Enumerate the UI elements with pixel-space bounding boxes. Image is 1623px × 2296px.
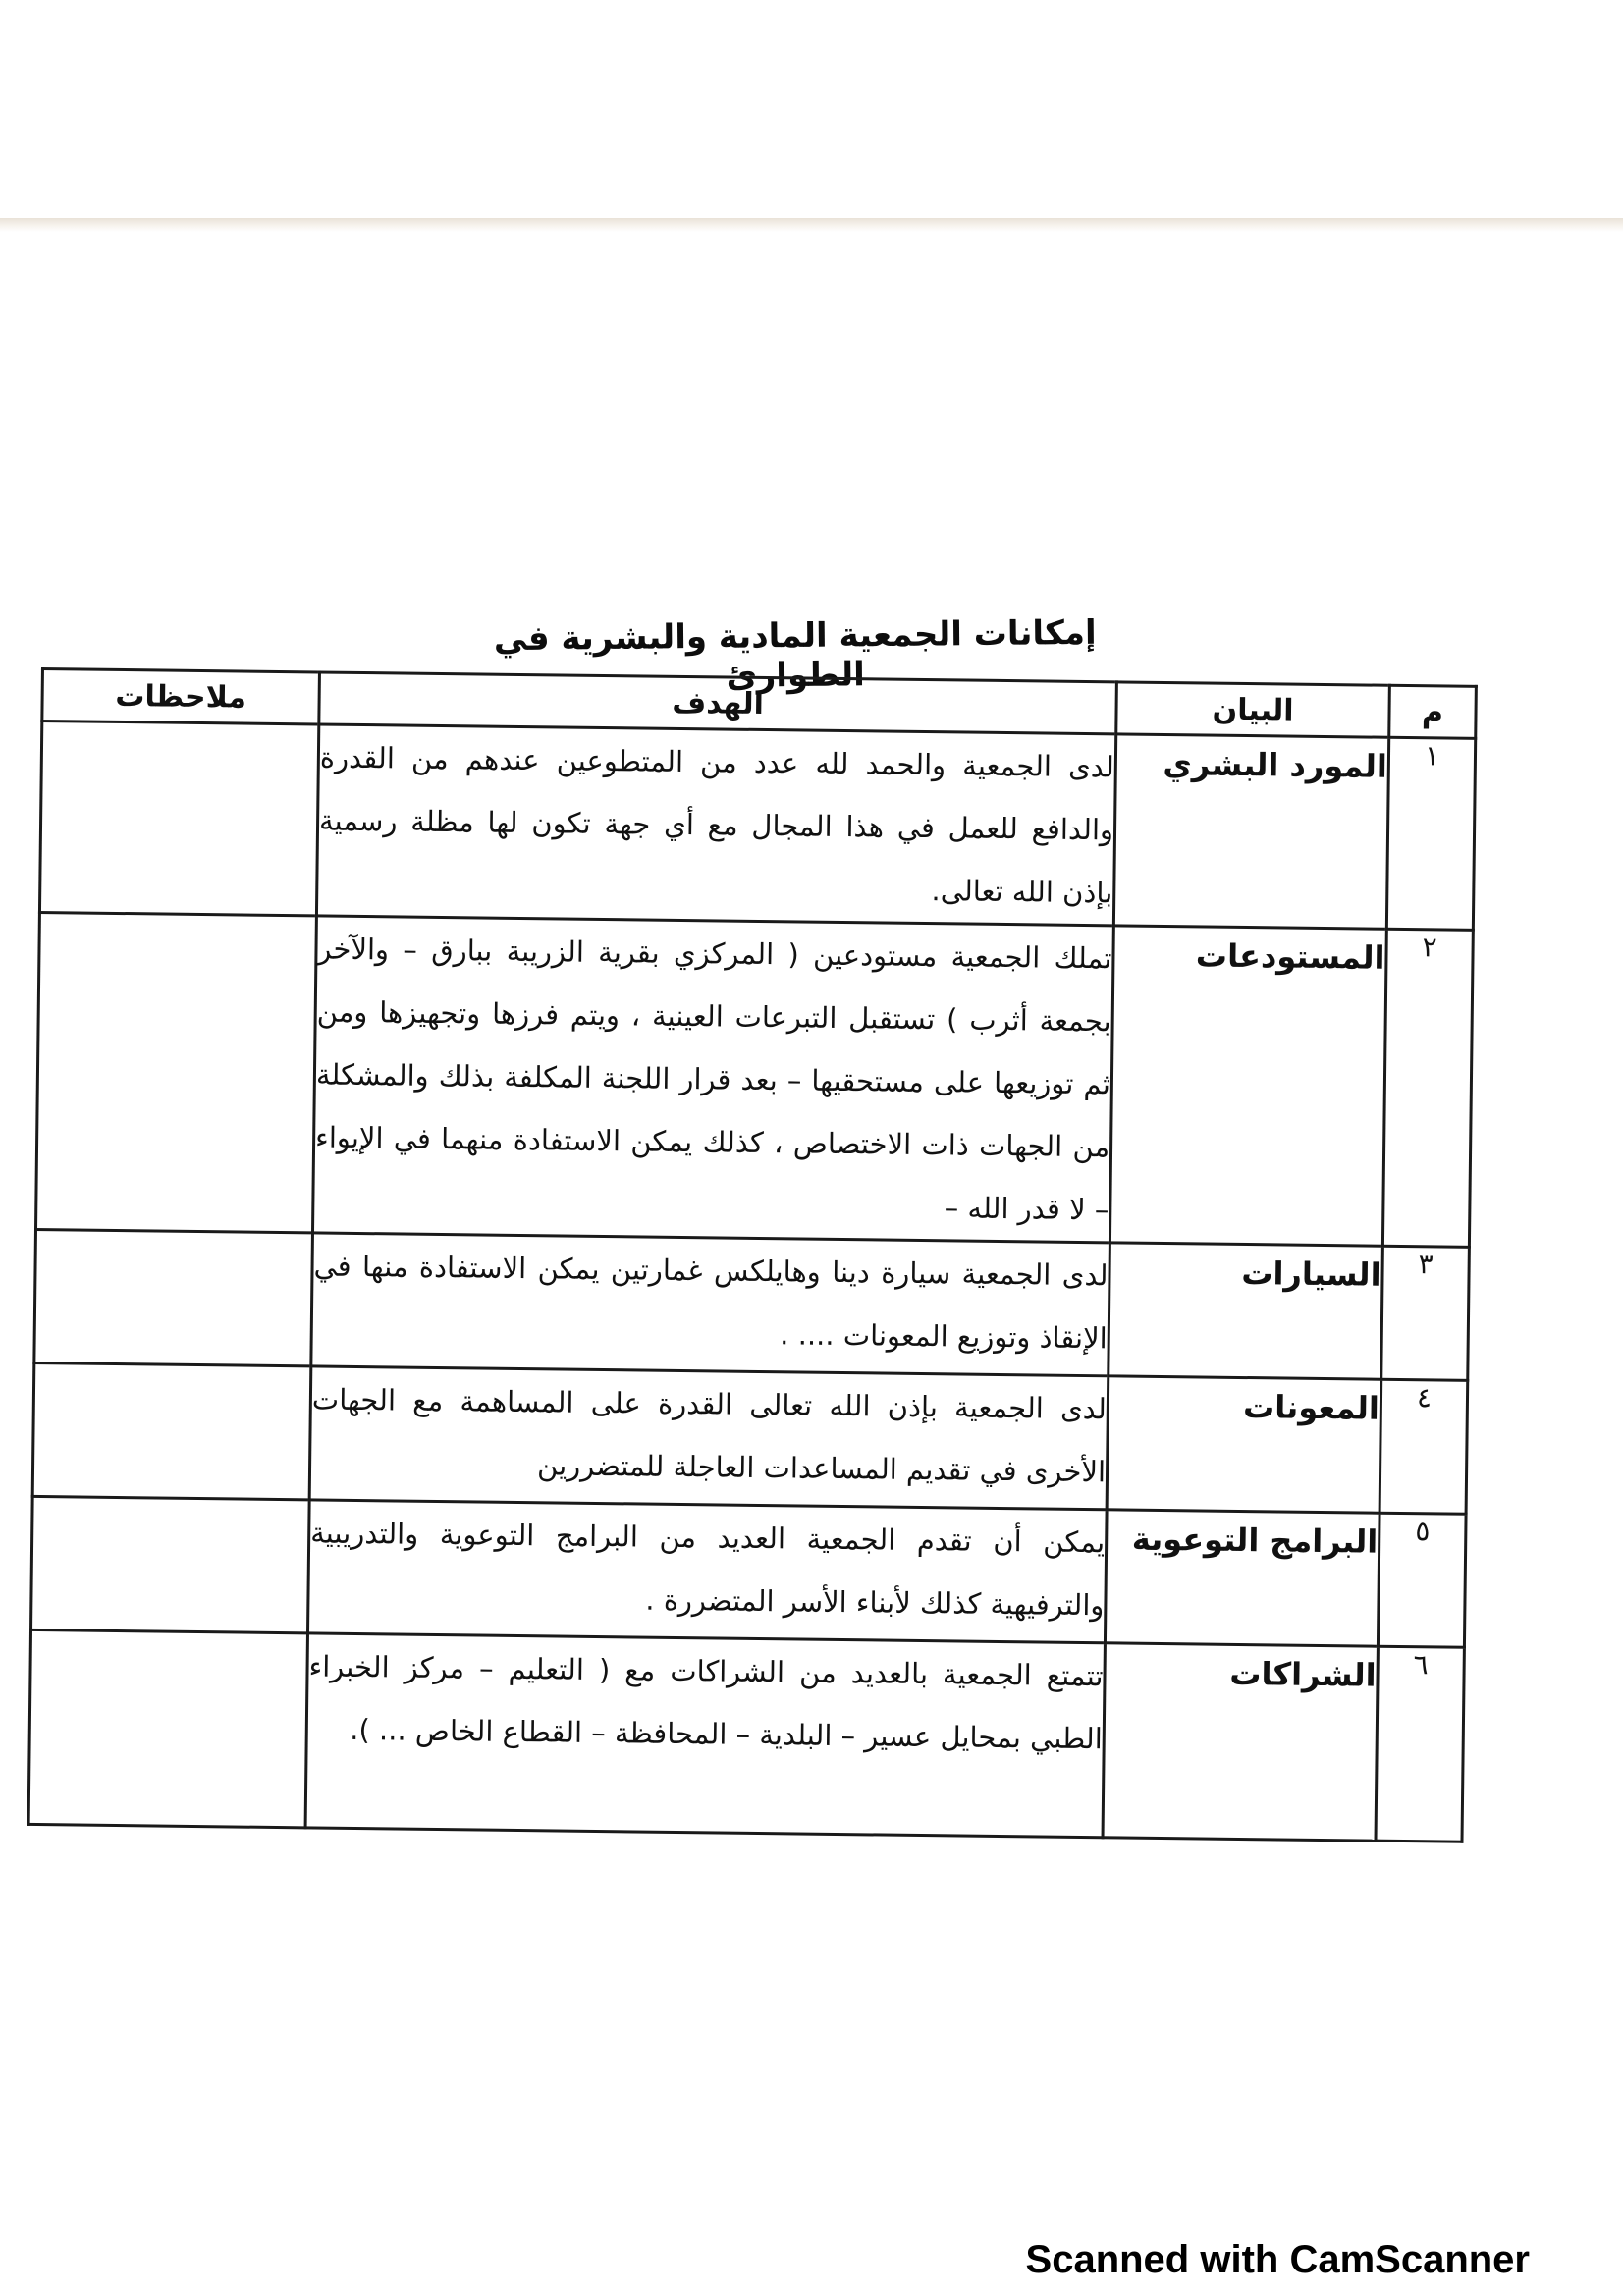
row-number: ٤ [1380,1379,1468,1514]
header-item: البيان [1116,682,1390,737]
resources-table-wrapper [27,667,1475,1843]
row-goal: تملك الجمعية مستودعين ( المركزي بقرية الزريبة ببارق – والآخر بجمعة أثرب ) تستقبل التبرعات العينية ، ويتم فرزها وتجهيزها ومن ثم توزيعها على مستحقيها – بعد قرار اللجنة المكلفة بذلك والمشكلة من الجهات ذات الاختصاص ، كذلك يمكن الاستفادة منهما في الإيواء – لا قدر الله – [312,916,1113,1243]
resources-table [27,667,1478,1843]
row-goal: تتمتع الجمعية بالعديد من الشراكات مع ( التعليم – مركز الخبراء الطبي بمحايل عسير – البلدية – المحافظة – القطاع الخاص ... ). [305,1633,1105,1838]
table-row [31,1496,1467,1647]
row-notes [28,1629,307,1827]
row-notes [31,1496,310,1632]
scan-edge-shadow [0,218,1623,232]
row-goal: لدى الجمعية بإذن الله تعالى القدرة على المساهمة مع الجهات الأخرى في تقديم المساعدات العاجلة للمتضررين [309,1366,1109,1510]
row-number: ٢ [1382,929,1473,1247]
table-row [34,1229,1470,1380]
row-number: ٣ [1381,1246,1470,1380]
row-item: المعونات [1107,1376,1381,1513]
table-row [39,721,1475,931]
row-number: ١ [1386,737,1475,930]
table-row [36,912,1474,1247]
row-notes [32,1362,311,1499]
row-notes [34,1229,313,1365]
row-goal: لدى الجمعية سيارة دينا وهايلكس غمارتين يمكن الاستفادة منها في الإنقاذ وتوزيع المعونات .... . [311,1233,1110,1376]
table-row [32,1362,1468,1514]
row-item: المستودعات [1109,926,1386,1246]
row-number: ٦ [1376,1646,1464,1842]
header-notes: ملاحظات [42,669,320,724]
row-goal: يمكن أن تقدم الجمعية العديد من البرامج التوعوية والتدريبية والترفيهية كذلك لأبناء الأسر المتضررة . [308,1500,1108,1643]
row-goal: لدى الجمعية والحمد لله عدد من المتطوعين عندهم من القدرة والدافع للعمل في هذا المجال مع أي جهة تكون لها مظلة رسمية بإذن الله تعالى. [316,724,1115,926]
row-notes [39,721,318,916]
row-notes [36,912,317,1232]
header-number: م [1389,685,1477,738]
row-item: المورد البشري [1113,734,1388,929]
row-item: البرامج التوعوية [1105,1510,1380,1646]
scanner-watermark: Scanned with CamScanner [1025,2238,1530,2281]
header-goal: الهدف [319,672,1117,734]
table-row [28,1629,1464,1842]
row-item: الشراكات [1103,1643,1378,1841]
row-number: ٥ [1378,1513,1466,1647]
document-title: إمكانات الجمعية المادية والبشرية في الطوارئ [493,613,1097,696]
row-item: السيارات [1109,1243,1383,1379]
